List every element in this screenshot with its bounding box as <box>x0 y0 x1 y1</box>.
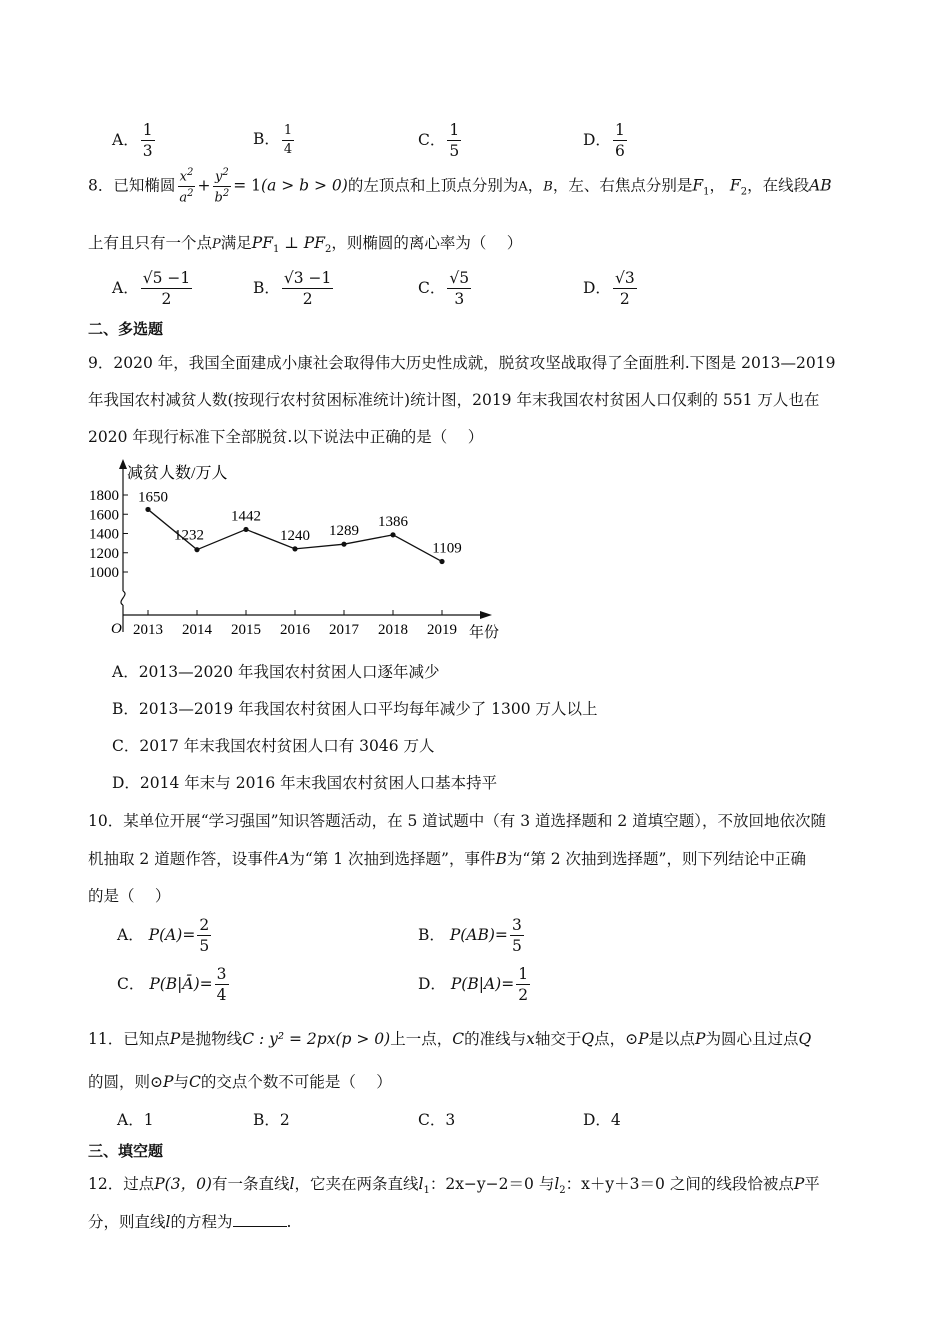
x-tick-label: 2015 <box>231 622 261 638</box>
fraction: $\frac{3}{4}$ <box>216 965 227 1005</box>
q12-line2: 分，则直线l的方程为 . <box>88 1213 292 1231</box>
ellipse-x-term: $\frac{x^2}{a^2}$ <box>179 167 194 206</box>
section-heading-multi-choice: 二、多选题 <box>88 320 164 338</box>
data-point <box>194 547 199 552</box>
data-point <box>145 507 150 512</box>
fraction: $\frac{2}{5}$ <box>199 916 210 956</box>
data-point <box>341 542 346 547</box>
data-label: 1109 <box>432 540 462 557</box>
q11-line1: 11．已知点P是抛物线C : y² = 2px(p > 0)上一点，C的准线与x轴交于Q点，⊙P是以点P为圆心且过点Q <box>88 1030 812 1048</box>
q10-line3: 的是（ ） <box>88 887 171 905</box>
q7-option-a[interactable]: A． $\frac{1}{3}$ <box>112 121 153 161</box>
data-label: 1289 <box>329 523 359 540</box>
data-label: 1650 <box>138 489 168 506</box>
poverty-reduction-line-chart <box>80 455 520 645</box>
q11-option-c[interactable]: C．3 <box>418 1111 456 1129</box>
q9-option-b[interactable]: B．2013—2019 年我国农村贫困人口平均每年减少了 1300 万人以上 <box>112 700 598 718</box>
q9-option-a[interactable]: A．2013—2020 年我国农村贫困人口逐年减少 <box>112 663 440 681</box>
q7-option-b[interactable]: B． $\frac{1}{4}$ <box>253 123 293 157</box>
fraction: $\frac{1}{4}$ <box>283 123 293 157</box>
data-label: 1442 <box>231 508 261 525</box>
data-point <box>390 532 395 537</box>
section-heading-fill-in: 三、填空题 <box>88 1142 164 1160</box>
fraction: $\frac{1}{3}$ <box>142 121 153 161</box>
data-label: 1232 <box>174 527 204 544</box>
q8-option-a[interactable]: A． $\frac{√5 -1}{2}$ <box>112 269 191 309</box>
q10-option-c[interactable]: C． P(B|Ā)= $\frac{3}{4}$ <box>117 965 227 1005</box>
y-ticks <box>89 488 128 581</box>
ellipse-y-term: $\frac{y^2}{b^2}$ <box>214 167 230 206</box>
fraction: $\frac{1}{5}$ <box>449 121 460 161</box>
q11-option-a[interactable]: A．1 <box>117 1111 154 1129</box>
q9-line3: 2020 年现行标准下全部脱贫.以下说法中正确的是（ ） <box>88 428 484 446</box>
q10-line2: 机抽取 2 道题作答，设事件A为“第 1 次抽到选择题”，事件B为“第 2 次抽到选择题”，则下列结论中正确 <box>88 850 806 868</box>
fraction: $\frac{√3 -1}{2}$ <box>283 269 332 309</box>
q9-line1: 9．2020 年，我国全面建成小康社会取得伟大历史性成就，脱贫攻坚战取得了全面胜利.下图是 2013—2019 <box>88 354 836 372</box>
q10-line1: 10．某单位开展“学习强国”知识答题活动，在 5 道试题中（有 3 道选择题和 2 道填空题），不放回地依次随 <box>88 812 826 830</box>
answer-blank[interactable] <box>233 1214 287 1227</box>
fraction: $\frac{√5 -1}{2}$ <box>142 269 191 309</box>
x-ticks <box>133 610 457 638</box>
q10-option-b[interactable]: B． P(AB)= $\frac{3}{5}$ <box>418 916 522 956</box>
q8-option-c[interactable]: C． $\frac{√5}{3}$ <box>418 269 470 309</box>
fraction: $\frac{3}{5}$ <box>511 916 522 956</box>
q11-option-d[interactable]: D．4 <box>583 1111 621 1129</box>
fraction: $\frac{1}{6}$ <box>614 121 625 161</box>
q9-line2: 年我国农村减贫人数(按现行农村贫困标准统计)统计图，2019 年末我国农村贫困人口仅剩的 551 万人也在 <box>88 391 820 409</box>
fraction: $\frac{1}{2}$ <box>518 965 529 1005</box>
data-point <box>292 546 297 551</box>
x-tick-label: 2013 <box>133 622 163 638</box>
y-tick-label: 1600 <box>89 507 119 524</box>
y-tick-label: 1200 <box>89 545 119 562</box>
data-point <box>439 559 444 564</box>
q8-line2: 上有且只有一个点P满足$PF_1$ ⊥ $PF_2$，则椭圆的离心率为（ ） <box>88 234 523 256</box>
x-axis-label: 年份 <box>469 625 500 641</box>
fraction: $\frac{√3}{2}$ <box>614 269 635 309</box>
q11-line2: 的圆，则⊙P与C的交点个数不可能是（ ） <box>88 1073 392 1091</box>
y-axis-label: 减贫人数/万人 <box>127 465 228 482</box>
x-axis-arrow <box>480 611 492 619</box>
x-tick-label: 2014 <box>182 622 212 638</box>
origin-label: O <box>111 621 122 637</box>
q7-option-c[interactable]: C． $\frac{1}{5}$ <box>418 121 460 161</box>
q10-option-d[interactable]: D． P(B|A)= $\frac{1}{2}$ <box>418 965 529 1005</box>
x-tick-label: 2018 <box>378 622 408 638</box>
data-label: 1240 <box>280 527 310 544</box>
q10-option-a[interactable]: A． P(A)= $\frac{2}{5}$ <box>117 916 210 956</box>
q7-option-d[interactable]: D． $\frac{1}{6}$ <box>583 121 625 161</box>
q12-line1: 12．过点P(3，0)有一条直线l，它夹在两条直线$l_1$：2x−y−2＝0 与$l_2$：x＋y＋3＝0 之间的线段恰被点P平 <box>88 1175 820 1197</box>
x-tick-label: 2019 <box>427 622 457 638</box>
data-point <box>243 527 248 532</box>
data-label: 1386 <box>378 513 408 530</box>
x-tick-label: 2016 <box>280 622 310 638</box>
fraction: $\frac{√5}{3}$ <box>449 269 470 309</box>
q9-option-d[interactable]: D．2014 年末与 2016 年末我国农村贫困人口基本持平 <box>112 774 498 792</box>
x-tick-label: 2017 <box>329 622 359 638</box>
y-tick-label: 1400 <box>89 526 119 543</box>
y-axis-arrow <box>119 459 127 469</box>
y-axis-break <box>121 591 125 605</box>
q11-option-b[interactable]: B．2 <box>253 1111 290 1129</box>
y-tick-label: 1800 <box>89 488 119 504</box>
y-tick-label: 1000 <box>89 565 119 581</box>
q9-option-c[interactable]: C．2017 年末我国农村贫困人口有 3046 万人 <box>112 737 435 755</box>
q8-line1: 8．已知椭圆 $\frac{x^2}{a^2}$ + $\frac{y^2}{b^2}$ = 1(a > b > 0)的左顶点和上顶点分别为A，B，左、右焦点分别是$F_1$， $F_2$，在线段AB <box>88 167 832 206</box>
q8-option-b[interactable]: B． $\frac{√3 -1}{2}$ <box>253 269 332 309</box>
q8-option-d[interactable]: D． $\frac{√3}{2}$ <box>583 269 635 309</box>
